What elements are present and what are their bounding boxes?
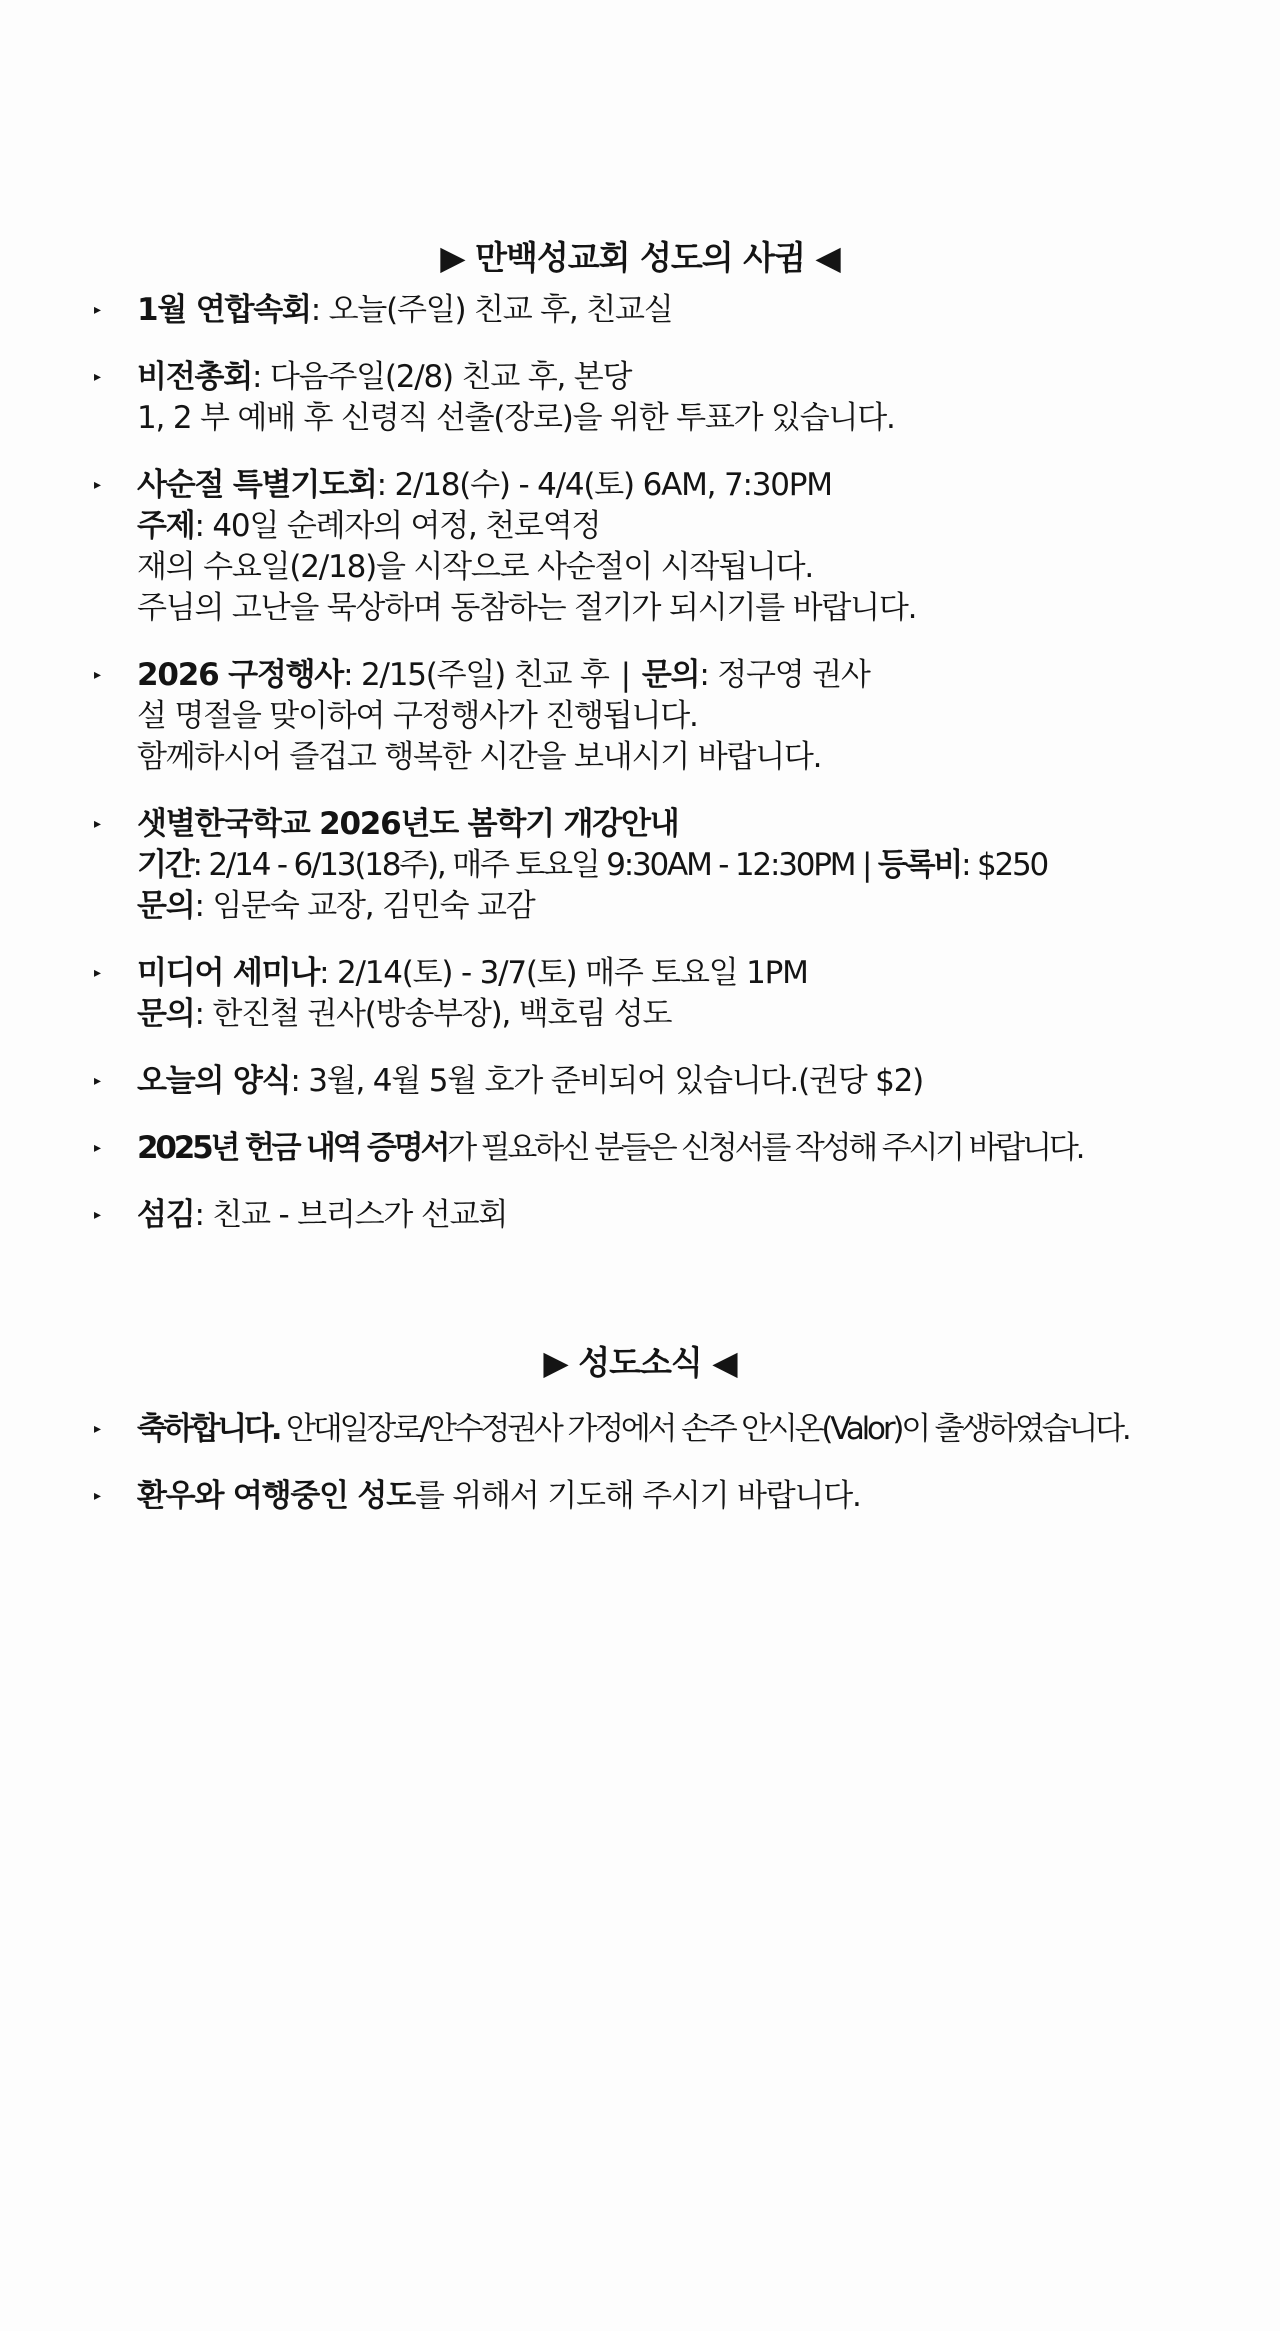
separator: | [620,657,630,693]
list-item [0,290,1280,331]
item-label: 미디어 세미나 [137,955,320,991]
list-item [0,1195,1280,1236]
item-label: 2026 구정행사 [137,657,344,693]
item-text: : 40일 순례자의 여정, 천로역정 [194,508,601,544]
item-text: 가 필요하신 분들은 신청서를 작성해 주시기 바랍니다. [447,1130,1083,1166]
item-label: 주제 [137,508,195,544]
item-text: 안대일장로/안수정권사 가정에서 손주 안시온(Valor)이 출생하였습니다. [279,1411,1129,1447]
item-label: 사순절 특별기도회 [137,467,377,503]
list-item [0,1409,1280,1450]
news-list [0,1409,1280,1543]
item-label: 등록비 [877,847,962,883]
item-text: : 다음주일(2/8) 친교 후, 본당 [251,359,632,395]
list-item [0,1061,1280,1102]
news-title: ▶ 성도소식 ◀ [543,1343,737,1382]
item-label: 섬김 [137,1197,195,1233]
bullet-icon: ▸ [94,1488,100,1504]
item-text: : 3월, 4월 5월 호가 준비되어 있습니다.(권당 $2) [290,1063,924,1099]
item-text: 함께하시어 즐겁고 행복한 시간을 보내시기 바랍니다. [137,739,822,775]
bullet-icon: ▸ [94,1421,100,1437]
announcements-title: ▶ 만백성교회 성도의 사귐 ◀ [440,238,840,277]
bullet-icon: ▸ [94,302,100,318]
bullet-icon: ▸ [94,477,100,493]
list-item [0,1128,1280,1169]
item-text: : 정구영 권사 [699,657,870,693]
bullet-icon: ▸ [94,1207,100,1223]
item-text: 주님의 고난을 묵상하며 동참하는 절기가 되시기를 바랍니다. [137,590,917,626]
list-item [0,953,1280,1035]
item-text: : 친교 - 브리스가 선교회 [194,1197,508,1233]
item-text: : 한진철 권사(방송부장), 백호림 성도 [194,996,672,1032]
item-text: : 오늘(주일) 친교 후, 친교실 [310,292,673,328]
bullet-icon: ▸ [94,1073,100,1089]
list-item [0,465,1280,629]
item-text: : 2/14 - 6/13(18주), 매주 토요일 9:30AM - 12:30PM | [192,847,878,883]
item-label: 2025년 헌금 내역 증명서 [137,1130,448,1166]
item-text: 재의 수요일(2/18)을 시작으로 사순절이 시작됩니다. [137,549,814,585]
item-label: 기간 [137,847,193,883]
item-text: 설 명절을 맞이하여 구정행사가 진행됩니다. [137,698,698,734]
item-text: 를 위해서 기도해 주시기 바랍니다. [414,1478,861,1514]
item-label: 오늘의 양식 [137,1063,291,1099]
item-label: 문의 [137,996,195,1032]
item-text: : 2/14(토) - 3/7(토) 매주 토요일 1PM [319,955,808,991]
bullet-icon: ▸ [94,965,100,981]
item-text: : 2/15(주일) 친교 후 [343,657,609,693]
item-text: : 2/18(수) - 4/4(토) 6AM, 7:30PM [376,467,832,503]
item-text: 1, 2 부 예배 후 신령직 선출(장로)을 위한 투표가 있습니다. [137,400,895,436]
item-label: 환우와 여행중인 성도 [137,1478,415,1514]
announcements-list [0,290,1280,1262]
item-label: 1월 연합속회 [137,292,311,328]
list-item [0,357,1280,439]
bullet-icon: ▸ [94,667,100,683]
bullet-icon: ▸ [94,369,100,385]
item-label: 샛별한국학교 2026년도 봄학기 개강안내 [137,806,679,842]
item-label: 비전총회 [137,359,252,395]
bullet-icon: ▸ [94,1140,100,1156]
item-label: 축하합니다. [137,1411,280,1447]
list-item [0,804,1280,927]
item-label: 문의 [641,657,700,693]
bullet-icon: ▸ [94,816,100,832]
item-text: : 임문숙 교장, 김민숙 교감 [194,888,535,924]
list-item [0,655,1280,778]
item-label: 문의 [137,888,195,924]
list-item [0,1476,1280,1517]
item-text: : $250 [961,847,1048,883]
